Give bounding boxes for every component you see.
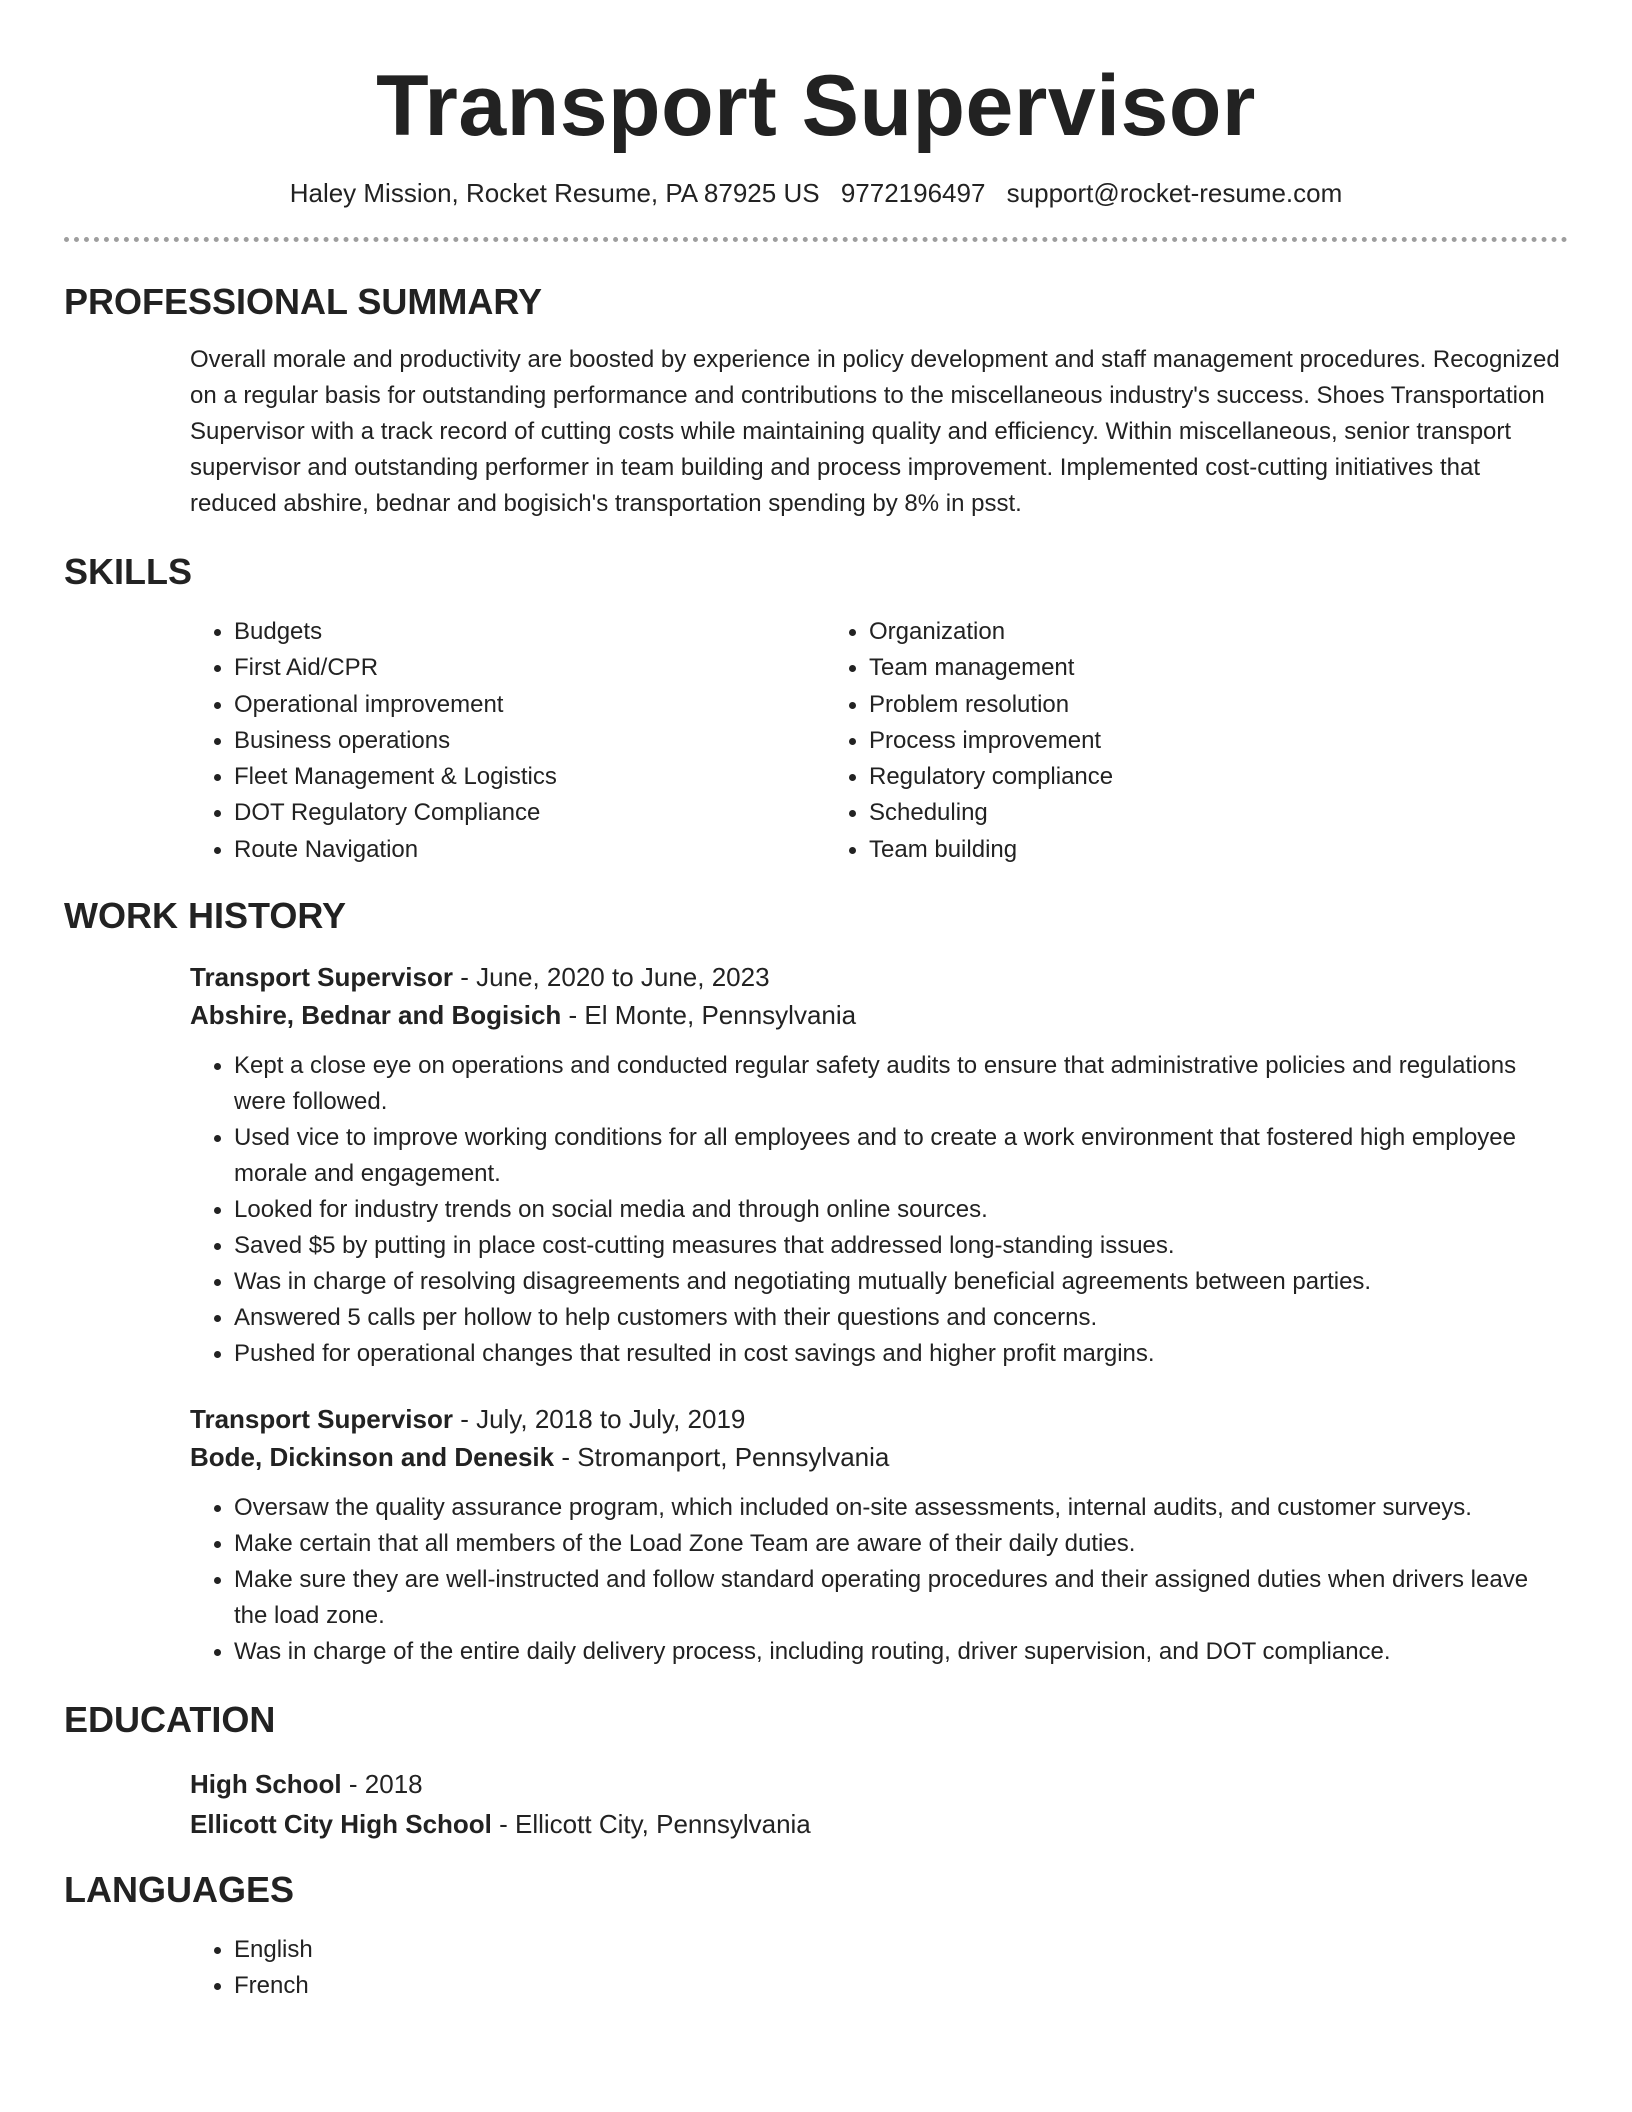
skill-item: • Budgets	[234, 614, 825, 650]
job-bullet: • Pushed for operational changes that resulted in cost savings and higher profit margins.	[234, 1336, 1568, 1372]
job-location: - Stromanport, Pennsylvania	[554, 1442, 890, 1473]
job-bullet: • Was in charge of the entire daily delivery process, including routing, driver supervision, and DOT compliance.	[234, 1634, 1568, 1670]
work-heading: WORK HISTORY	[64, 895, 347, 937]
education-degree-line	[190, 1764, 1568, 1804]
skills-heading: SKILLS	[64, 551, 193, 592]
contact-address: Haley Mission, Rocket Resume, PA 87925 US	[289, 178, 820, 208]
education-location: - Ellicott City, Pennsylvania	[491, 1809, 811, 1840]
job-dates: - June, 2020 to June, 2023	[452, 962, 770, 993]
job-bullets	[190, 1048, 1568, 1372]
contact-email: support@rocket-resume.com	[1006, 178, 1343, 208]
skill-item: • First Aid/CPR	[234, 650, 825, 686]
skills-column-right	[825, 614, 1425, 868]
skill-item: • Organization	[869, 614, 1425, 650]
education-entry	[190, 1764, 1568, 1844]
job-bullet: • Was in charge of resolving disagreements and negotiating mutually beneficial agreements between parties.	[234, 1264, 1568, 1300]
languages-list	[190, 1932, 1568, 2004]
skill-item: • Team building	[869, 832, 1425, 868]
job-bullet: • Kept a close eye on operations and conducted regular safety audits to ensure that administrative policies and regulations were followed.	[234, 1048, 1568, 1120]
job-bullets	[190, 1490, 1568, 1670]
skill-item: • Operational improvement	[234, 687, 825, 723]
education-degree: High School	[190, 1769, 342, 1800]
skill-item: • Scheduling	[869, 795, 1425, 831]
education-heading: EDUCATION	[64, 1699, 276, 1741]
skills-column-left	[190, 614, 825, 868]
job-bullet: • Looked for industry trends on social media and through online sources.	[234, 1192, 1568, 1228]
job-entry	[190, 958, 1568, 1372]
job-location: - El Monte, Pennsylvania	[561, 1000, 857, 1031]
job-company: Bode, Dickinson and Denesik	[190, 1442, 555, 1473]
skills-list	[190, 614, 1568, 868]
skill-item: • Process improvement	[869, 723, 1425, 759]
resume-title: Transport Supervisor	[376, 58, 1256, 154]
job-company-line	[190, 996, 1568, 1034]
job-title: Transport Supervisor	[190, 1404, 453, 1435]
job-bullet: • Make sure they are well-instructed and follow standard operating procedures and their assigned duties when drivers leave the load zone.	[234, 1562, 1568, 1634]
skill-item: • Team management	[869, 650, 1425, 686]
job-bullet: • Saved $5 by putting in place cost-cutting measures that addressed long-standing issues.	[234, 1228, 1568, 1264]
summary-heading: PROFESSIONAL SUMMARY	[64, 281, 543, 322]
skill-item: • Problem resolution	[869, 687, 1425, 723]
education-school-line	[190, 1804, 1568, 1844]
education-year: - 2018	[341, 1769, 423, 1800]
job-title-line	[190, 958, 1568, 996]
skill-item: • Fleet Management & Logistics	[234, 759, 825, 795]
contact-phone: 9772196497	[840, 178, 986, 208]
job-dates: - July, 2018 to July, 2019	[452, 1404, 746, 1435]
job-bullet: • Make certain that all members of the Load Zone Team are aware of their daily duties.	[234, 1526, 1568, 1562]
language-item: • English	[234, 1932, 1568, 1968]
job-entry	[190, 1400, 1568, 1670]
language-item: • French	[234, 1968, 1568, 2004]
job-company-line	[190, 1438, 1568, 1476]
skill-item: • DOT Regulatory Compliance	[234, 795, 825, 831]
skill-item: • Regulatory compliance	[869, 759, 1425, 795]
languages-heading: LANGUAGES	[64, 1869, 295, 1911]
job-title-line	[190, 1400, 1568, 1438]
job-bullet: • Answered 5 calls per hollow to help customers with their questions and concerns.	[234, 1300, 1568, 1336]
contact-line	[64, 176, 1568, 210]
job-title: Transport Supervisor	[190, 962, 453, 993]
skill-item: • Business operations	[234, 723, 825, 759]
job-bullet: • Oversaw the quality assurance program, which included on-site assessments, internal audits, and customer surveys.	[234, 1490, 1568, 1526]
summary-text: Overall morale and productivity are boosted by experience in policy development and staff management procedures. Recognized on a regular basis for outstanding performance and contributions to the miscellaneous industry's success. Shoes Transportation Supervisor with a track record of cutting costs while maintaining quality and efficiency. Within miscellaneous, senior transport supervisor and outstanding performer in team building and process improvement. Implemented cost-cutting initiatives that reduced abshire, bednar and bogisich's transportation spending by 8% in psst.	[190, 346, 1560, 517]
job-bullet: • Used vice to improve working conditions for all employees and to create a work environment that fostered high employee morale and engagement.	[234, 1120, 1568, 1192]
job-company: Abshire, Bednar and Bogisich	[190, 1000, 562, 1031]
education-school: Ellicott City High School	[190, 1809, 492, 1840]
skill-item: • Route Navigation	[234, 832, 825, 868]
header-divider	[64, 237, 1568, 242]
